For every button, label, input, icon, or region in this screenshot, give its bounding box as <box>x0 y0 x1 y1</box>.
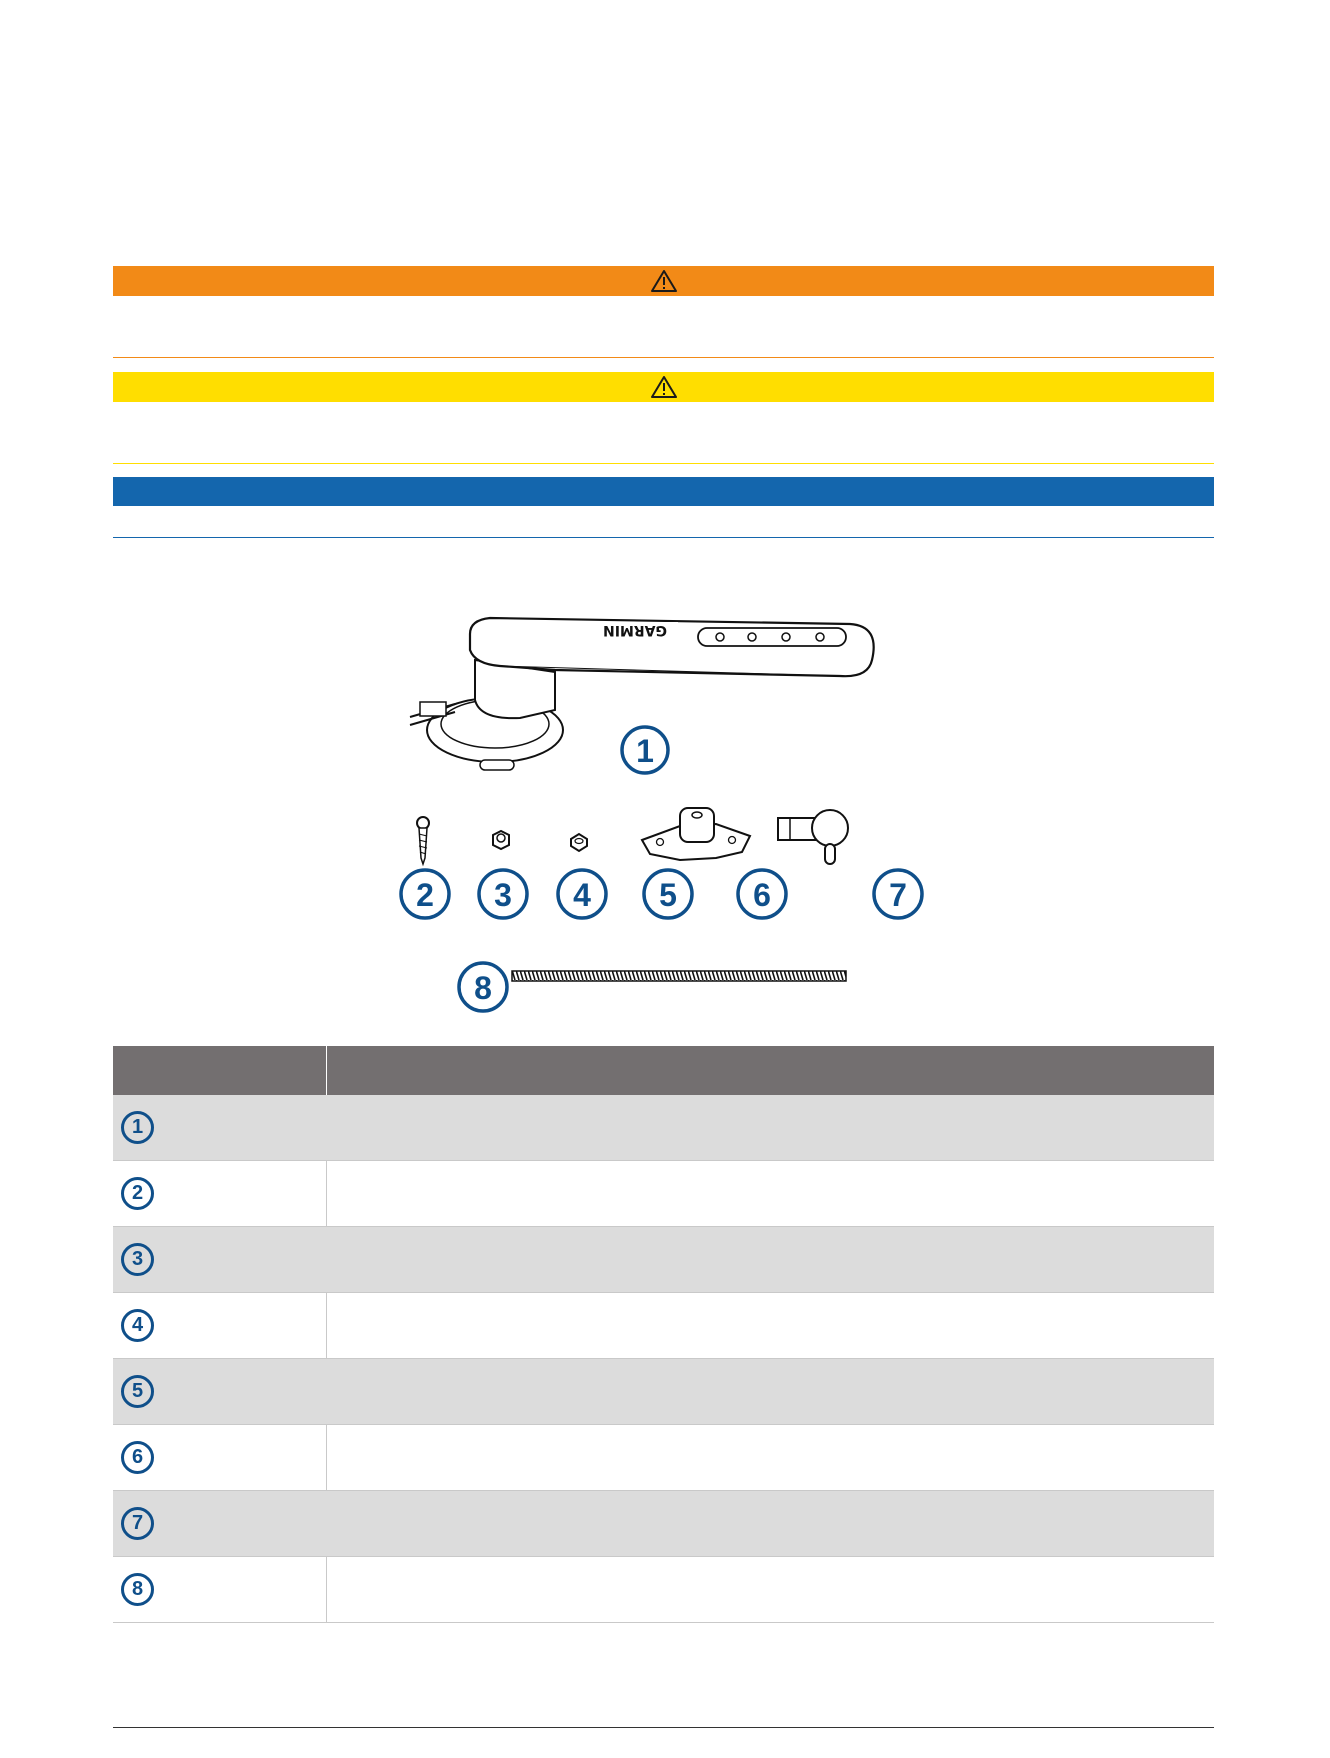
callout-1 <box>622 727 668 773</box>
item-column-header <box>113 1046 327 1095</box>
warning-banner <box>113 266 1214 296</box>
item-cell <box>113 1491 327 1557</box>
lock-nut-part <box>493 831 509 849</box>
item-cell <box>113 1359 327 1425</box>
description-cell <box>327 1425 1215 1491</box>
threaded-rod-part <box>512 971 846 981</box>
ball-adapter-part <box>778 810 848 864</box>
base-plate-part <box>642 808 750 860</box>
svg-text:4: 4 <box>573 877 591 913</box>
callout-number: 3 <box>121 1243 154 1276</box>
description-column-header <box>327 1046 1215 1095</box>
description-cell <box>327 1227 1215 1293</box>
callout-number: 6 <box>121 1441 154 1474</box>
table-row <box>113 1359 1214 1425</box>
table-row <box>113 1227 1214 1293</box>
table-header-row <box>113 1046 1214 1095</box>
warning-divider <box>113 357 1214 358</box>
description-cell <box>327 1293 1215 1359</box>
table-row <box>113 1425 1214 1491</box>
callout-6 <box>738 870 786 918</box>
callout-5 <box>644 870 692 918</box>
description-cell <box>327 1095 1215 1161</box>
description-cell <box>327 1161 1215 1227</box>
screw-part <box>417 817 429 864</box>
description-cell <box>327 1557 1215 1623</box>
table-row <box>113 1293 1214 1359</box>
callout-7 <box>874 870 922 918</box>
hex-nut-part <box>571 834 587 851</box>
description-cell <box>327 1359 1215 1425</box>
table-row <box>113 1095 1214 1161</box>
table-row <box>113 1161 1214 1227</box>
table-row <box>113 1557 1214 1623</box>
caution-banner <box>113 372 1214 402</box>
svg-text:2: 2 <box>416 877 434 913</box>
mount-kit-illustration <box>380 600 940 1020</box>
svg-text:6: 6 <box>753 877 771 913</box>
svg-text:8: 8 <box>474 970 492 1006</box>
callout-number: 5 <box>121 1375 154 1408</box>
notice-banner <box>113 477 1214 506</box>
svg-text:5: 5 <box>659 877 677 913</box>
callout-number: 4 <box>121 1309 154 1342</box>
warning-triangle-icon <box>650 375 678 399</box>
svg-text:7: 7 <box>889 877 907 913</box>
item-cell <box>113 1557 327 1623</box>
brand-logo: GARMIN <box>603 622 667 638</box>
notice-divider <box>113 537 1214 538</box>
item-cell <box>113 1161 327 1227</box>
callout-3 <box>479 870 527 918</box>
callout-2 <box>401 870 449 918</box>
svg-text:1: 1 <box>636 733 654 769</box>
warning-triangle-icon <box>650 269 678 293</box>
item-cell <box>113 1425 327 1491</box>
item-cell <box>113 1293 327 1359</box>
item-cell <box>113 1227 327 1293</box>
description-cell <box>327 1491 1215 1557</box>
parts-table <box>113 1046 1214 1623</box>
table-row <box>113 1491 1214 1557</box>
caution-divider <box>113 463 1214 464</box>
callout-number: 8 <box>121 1573 154 1606</box>
item-cell <box>113 1095 327 1161</box>
footer-divider <box>113 1727 1214 1728</box>
callout-number: 7 <box>121 1507 154 1540</box>
callout-number: 2 <box>121 1177 154 1210</box>
callout-4 <box>558 870 606 918</box>
callout-number: 1 <box>121 1111 154 1144</box>
svg-text:3: 3 <box>494 877 512 913</box>
callout-8 <box>459 963 507 1011</box>
